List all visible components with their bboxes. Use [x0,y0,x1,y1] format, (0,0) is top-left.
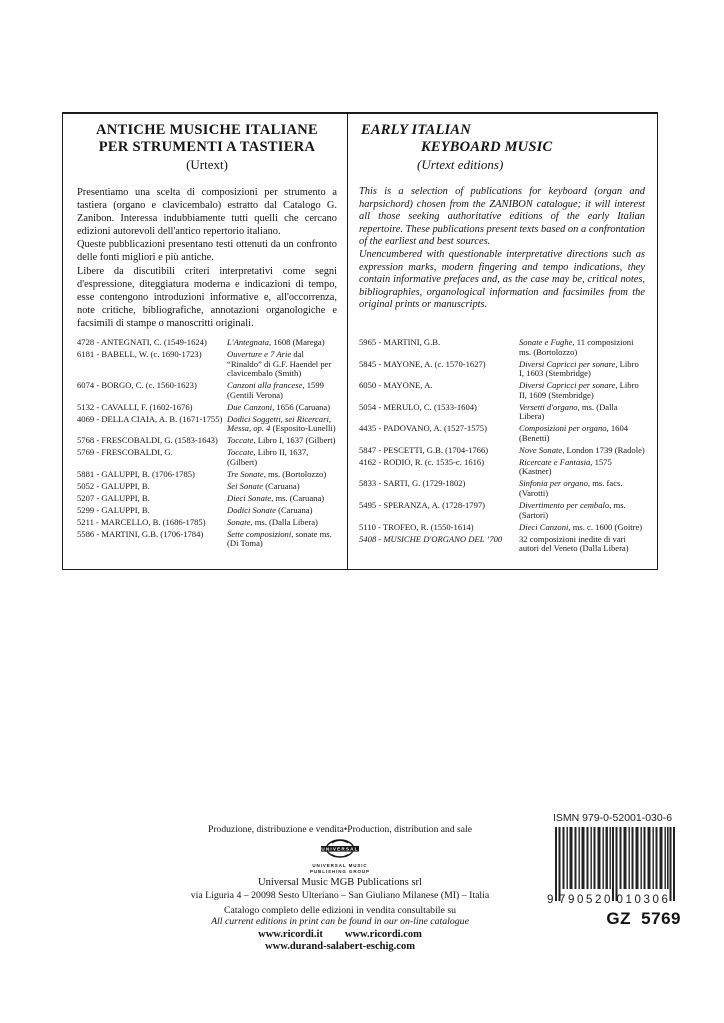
catalog-entry [77,415,337,434]
plate-number: GZ 5769 [606,909,681,928]
catalog-note-italian: Catalogo completo delle edizioni in vendita consultabile su [223,904,457,916]
publisher-address: via Liguria 4 – 20098 Sesto Ulteriano – San Giuliano Milanese (MI) – Italia [190,890,490,902]
catalog-work: Versetti d'organo, ms. (Dalla Libera) [519,401,618,422]
catalog-list-right [359,338,645,554]
catalog-entry [77,381,337,400]
catalog-number-author: 5052 - GALUPPI, B. [77,480,150,491]
ismn-number: ISMN 979-0-52001-030-6 [553,812,673,824]
catalog-entry [359,535,645,554]
publisher-name: Universal Music MGB Publications srl [258,877,422,889]
catalog-list-left [77,338,337,549]
catalog-entry [359,458,645,477]
catalog-entry [77,506,337,516]
catalog-number-author: 5833 - SARTI, G. (1729-1802) [359,478,466,489]
website-line [140,929,540,941]
catalog-entry [359,381,645,400]
catalog-number-author: 5211 - MARCELLO, B. (1686-1785) [77,516,206,527]
catalog-number-author: 5207 - GALUPPI, B. [77,492,150,503]
catalog-work: Canzoni alla francese, 1599 (Gentili Verona) [227,380,324,400]
italian-title-line1: ANTICHE MUSICHE ITALIANE [95,122,319,138]
catalog-work: L'Antegnata, 1608 (Marega) [227,337,325,347]
barcode-block [545,812,713,929]
catalog-entry [77,470,337,480]
catalog-work: Tre Sonate, ms. (Bortolozzo) [227,468,327,479]
catalog-work: Divertimento per cembalo, ms. (Sartori) [519,500,626,520]
catalog-entry [77,518,337,528]
italian-title-block [77,122,337,186]
catalog-entry [77,436,337,446]
english-paragraph: This is a selection of publications for keyboard (organ and harpsichord) chosen from the ZANIBON catalogue; it will interest all those seeking authoritative editions of the early Italian repertoire. These publications present texts based on a confrontation of the earliest and best sources. [359,186,645,248]
catalog-work: Due Canzoni, 1656 (Caruana) [227,401,331,412]
svg-text:010306: 010306 [616,894,671,906]
catalog-number-author: 4069 - DELLA CIAIA, A. B. (1671-1755) [77,413,223,424]
catalog-work: Sonate e Fughe, 11 composizioni ms. (Bortolozzo) [519,337,634,357]
english-paragraph: Unencumbered with questionable interpretative directions such as expression marks, modern fingering and tempo indications, they contain informative prefaces and, as the case may be, critical notes, bibliographies, organological information and facsimiles from the original prints or manuscripts. [359,248,645,311]
italian-paragraph: Presentiamo una scelta di composizioni per strumento a tastiera (organo e clavicembalo) estratto dal Catalogo G. Zanibon. Interessa indubbiamente tutti quelli che cercano edizioni autorevoli dell'antico repertorio italiano. [77,187,337,238]
catalog-entry [359,446,645,456]
english-intro [359,186,645,338]
logo-caption-line1: UNIVERSAL MUSIC [312,863,368,868]
catalog-number-author: 5769 - FRESCOBALDI, G. [77,447,173,458]
catalog-note-english: All current editions in print can be found in our on-line catalogue [211,916,469,928]
italian-subtitle: (Urtext) [186,157,228,172]
catalog-number-author: 5299 - GALUPPI, B. [77,504,150,515]
catalog-number-author: 5054 - MERULO, C. (1533-1604) [359,401,477,412]
catalog-entry [359,360,645,379]
website-ricordi-it: www.ricordi.it [258,928,323,940]
catalog-work: Toccate, Libro I, 1637 (Gilbert) [227,435,336,446]
catalog-work: Ouverture e 7 Arie dal “Rinaldo” di G.F. Haendel per clavicembalo (Smith) [227,348,332,379]
catalog-work: Sonate, ms. (Dalla Libera) [227,516,318,527]
catalog-entry [77,338,337,348]
svg-text:9: 9 [547,894,554,906]
english-title-block [359,122,645,186]
catalog-work: Sinfonia per organo, ms. facs. (Varotti) [519,478,623,499]
catalog-entry [359,403,645,422]
catalog-entry [77,494,337,504]
catalog-number-author: 4162 - RODIO, R. (c. 1535-c. 1616) [359,456,485,467]
italian-intro [77,186,337,338]
catalog-work: 32 composizioni inedite di vari autori del Veneto (Dalla Libera) [519,533,629,554]
catalog-entry [77,403,337,413]
catalog-entry [359,424,645,443]
catalog-number-author: 5132 - CAVALLI, F. (1602-1676) [77,401,193,412]
catalog-number-author: 5768 - FRESCOBALDI, G. (1583-1643) [77,435,218,446]
catalog-number-author: 5847 - PESCETTI, G.B. (1704-1766) [359,444,489,455]
italian-paragraph: Libere da discutibili criteri interpretativi come segni d'espressione, diteggiatura moderna e indicazioni di tempo, esse contengono introduzioni informative e, all'occorrenza, note critiche, bibliografiche, annotazioni organologiche e facsimili di stampe o manoscritti originali. [77,265,337,329]
english-subtitle: (Urtext editions) [417,157,504,172]
catalog-work: Nove Sonate, London 1739 (Radole) [519,444,645,455]
catalog-work: Sette composizioni, sonate ms. (Di Toma) [227,528,332,549]
catalog-work: Diversi Capricci per sonare, Libro II, 1609 (Stembridge) [519,380,639,400]
website-ricordi-com: www.ricordi.com [344,928,422,940]
catalog-number-author: 6050 - MAYONE, A. [359,380,433,391]
catalog-number-author: 5110 - TROFEO, R. (1550-1614) [359,521,474,532]
catalog-work: Dieci Canzoni, ms. c. 1600 (Goitre) [519,521,643,532]
catalog-number-author: 4728 - ANTEGNATI, C. (1549-1624) [77,337,207,347]
catalog-number-author: 6074 - BORGO, C. (c. 1560-1623) [77,380,197,391]
catalog-work: Toccate, Libro II, 1637, (Gilbert) [227,447,309,467]
catalog-number-author: 4435 - PADOVANO, A. (1527-1575) [359,423,487,434]
universal-logo-icon [319,839,361,861]
catalog-number-author: 5495 - SPERANZA, A. (1728-1797) [359,500,486,511]
catalog-entry [359,523,645,533]
italian-paragraph: Queste pubblicazioni presentano testi ottenuti da un confronto delle fonti migliori e più antiche. [77,239,337,264]
catalog-number-author: 5586 - MARTINI, G.B. (1706-1784) [77,528,204,539]
catalog-number-author: 6181 - BABELL, W. (c. 1690-1723) [77,348,202,359]
catalog-entry [359,338,645,357]
catalog-entry [77,350,337,379]
catalog-work: Composizioni per organo, 1604 (Benetti) [519,423,629,443]
catalog-work: Dieci Sonate, ms. (Caruana) [227,492,325,503]
footer-block [140,824,540,953]
svg-text:UNIVERSAL: UNIVERSAL [321,846,359,852]
website-durand: www.durand-salabert-eschig.com [265,940,415,952]
column-divider [347,114,348,569]
catalog-work: Dodici Soggetti, sei Ricercari, Messa, op. 4 (Esposito-Lunelli) [227,413,336,434]
catalog-work: Ricercate e Fantasia, 1575 (Kastner) [519,456,612,477]
english-title-line2: KEYBOARD MUSIC [421,139,553,155]
production-line: Produzione, distribuzione e vendita•Production, distribution and sale [208,824,472,835]
catalog-entry [77,530,337,549]
ean-barcode-icon [545,827,679,907]
catalog-work: Diversi Capricci per sonare, Libro I, 1603 (Stembridge) [519,358,639,379]
catalog-number-author: 5881 - GALUPPI, B. (1706-1785) [77,468,195,479]
italian-column [77,122,337,551]
svg-text:790520: 790520 [559,894,613,906]
logo-caption-line2: PUBLISHING GROUP [310,868,370,874]
catalog-number-author: 5965 - MARTINI, G.B. [359,337,441,347]
italian-title-line2: PER STRUMENTI A TASTIERA [98,139,316,155]
catalog-entry [77,482,337,492]
catalog-entry [359,479,645,498]
catalog-work: Sei Sonate (Caruana) [227,480,300,491]
catalog-number-author: 5408 - MUSICHE D'ORGANO DEL ’700 [359,533,503,544]
catalog-work: Dodici Sonate (Caruana) [227,504,313,515]
english-title-line1: EARLY ITALIAN [361,122,471,138]
english-column [359,122,645,556]
universal-music-logo [140,839,540,861]
catalog-frame [62,112,658,570]
catalog-entry [77,448,337,467]
catalog-number-author: 5845 - MAYONE, A. (c. 1570-1627) [359,358,486,369]
catalog-entry [359,501,645,520]
